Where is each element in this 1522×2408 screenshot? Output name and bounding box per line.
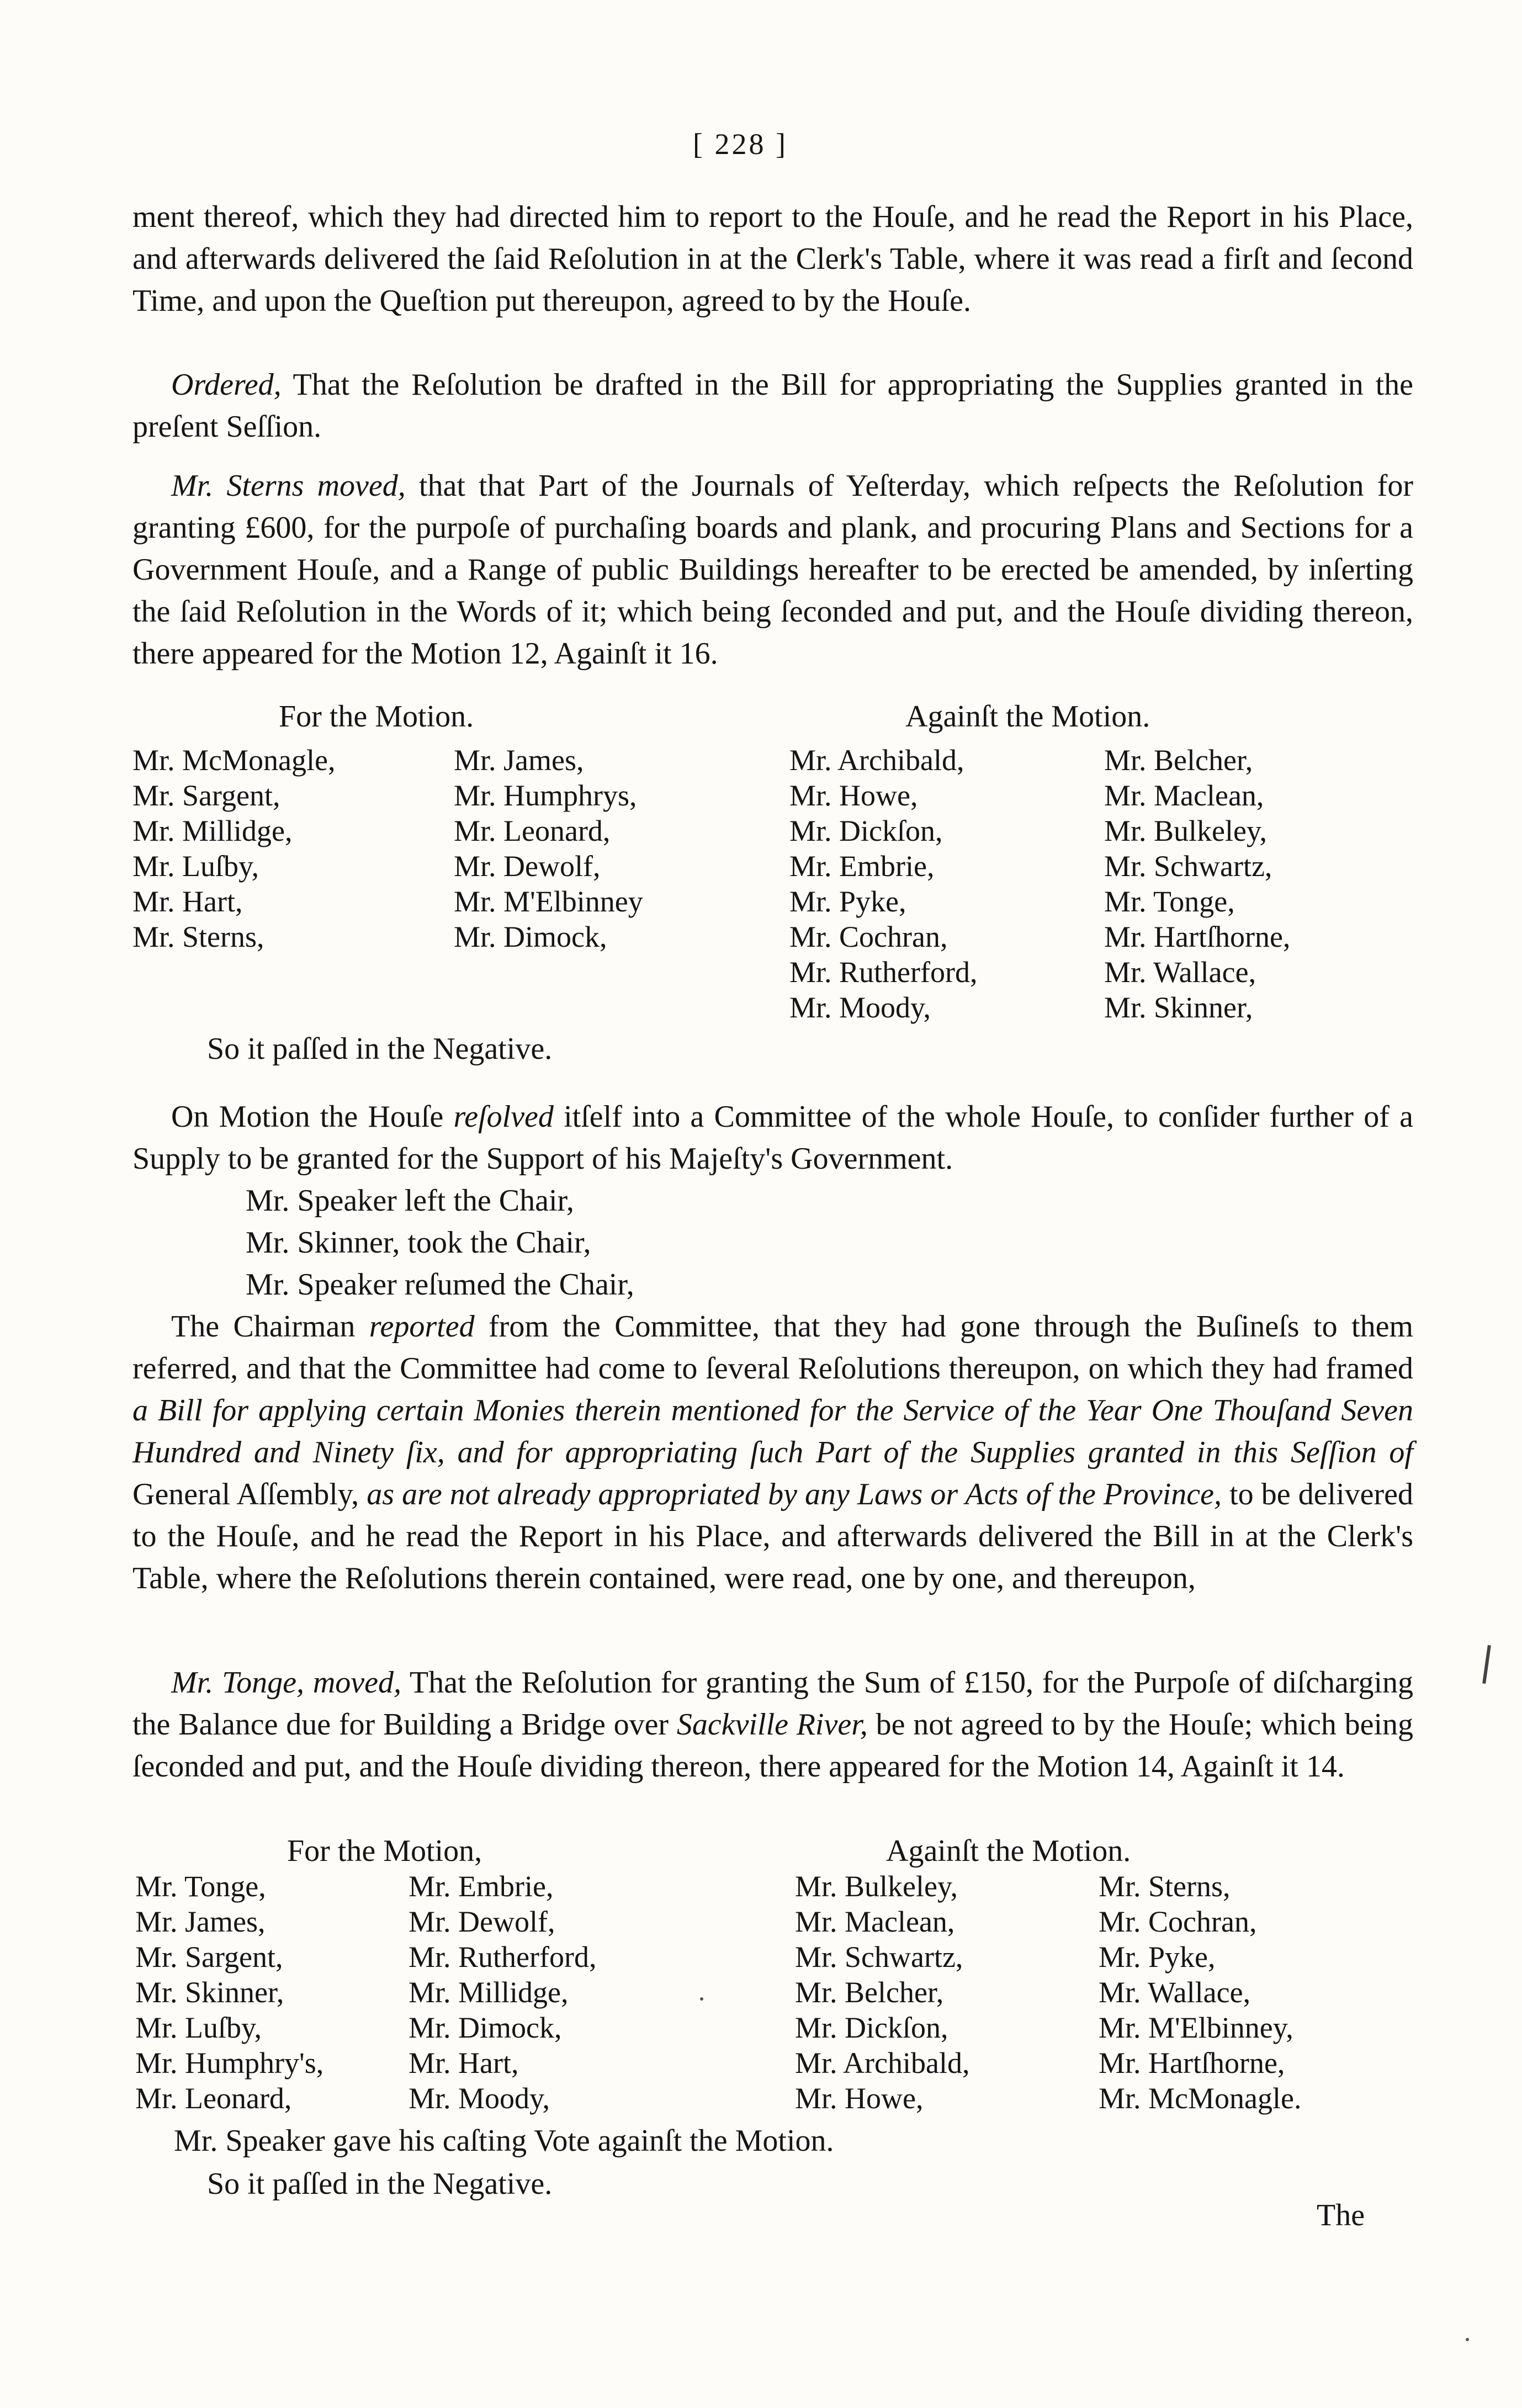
division2-for-heading: For the Motion, [287, 1834, 482, 1868]
member-name: Mr. Howe, [795, 2082, 924, 2115]
member-name: Mr. Sterns, [132, 920, 264, 953]
member-name: Mr. Hartſhorne, [1104, 920, 1291, 953]
skinner-chair-line: Mr. Skinner, took the Chair, [246, 1226, 591, 1260]
member-name: Mr. Leonard, [135, 2082, 292, 2115]
member-name: Mr. Maclean, [1104, 779, 1264, 812]
member-name: Mr. Hartſhorne, [1099, 2046, 1285, 2080]
sterns-motion-text: that that Part of the Journals of Yeſterday, which reſpects the Reſolution for granting £600, for the purpoſe of purchaſing boards and plank, and procuring Plans and Sections for a Government Houſe, and a Range of public Buildings hereafter to be erected be amended, by inſerting the ſaid Reſolution in the Words of it; which being ſeconded and put, and the Houſe dividing thereon, there appeared for the Motion 12, Againſt it 16. [132, 469, 1414, 671]
member-name: Mr. Belcher, [795, 1976, 944, 2009]
member-name: Mr. M'Elbinney, [1099, 2011, 1293, 2044]
catchword: The [1317, 2198, 1365, 2232]
member-name: Mr. Cochran, [789, 920, 948, 953]
member-name: Mr. Wallace, [1099, 1976, 1251, 2009]
paragraph-ordered [132, 364, 1413, 448]
division2-for-column-2 [409, 1869, 596, 2116]
division2-against-column-2 [1099, 1869, 1301, 2116]
bill-title: a Bill for applying certain Monies therein mentioned for the Service of the Year One Thouſand Seven Hundred and Ninety ſix, and for appropriating ſuch Part of the Supplies granted in this Seſſion of [132, 1393, 1413, 1470]
motion-text-c: itſelf into a Committee of the whole Houſe, to conſider further of a Supply to be granted for the Support of his Majeſty's Government. [132, 1100, 1413, 1176]
paragraph-chairman-report [132, 1306, 1413, 1599]
member-name: Mr. Archibald, [789, 744, 964, 777]
report-reported: reported [369, 1309, 475, 1344]
ordered-text: That the Reſolution be drafted in the Bill for appropriating the Supplies granted in the preſent Seſſion. [132, 368, 1414, 444]
member-name: Mr. M'Elbinney [454, 885, 643, 918]
member-name: Mr. Luſby, [132, 850, 259, 883]
paragraph-sterns-motion [132, 465, 1413, 675]
member-name: Mr. Millidge, [132, 814, 293, 847]
member-name: Mr. McMonagle, [132, 744, 336, 777]
tonge-text-b: be not agreed to by the Houſe; which being ſeconded and put, and the Houſe dividing thereon, there appeared for the Motion 14, Againſt it 14. [132, 1707, 1414, 1784]
bill-title-end: as are not already appropriated by any Laws or Acts of the Province, [367, 1477, 1222, 1511]
member-name: Mr. Embrie, [789, 850, 935, 883]
division1-against-heading: Againſt the Motion. [905, 699, 1150, 734]
member-name: Mr. Schwartz, [795, 1940, 963, 1974]
member-name: Mr. Skinner, [1104, 991, 1253, 1024]
member-name: Mr. Howe, [789, 779, 918, 812]
general-assembly: General Aſſembly, [132, 1477, 359, 1511]
report-text-a: The Chairman [171, 1309, 356, 1344]
tonge-text-a: That the Reſolution for granting the Sum of £150, for the Purpoſe of diſcharging the Balance due for Building a Bridge over [132, 1666, 1413, 1742]
ink-speck [1466, 2338, 1469, 2341]
member-name: Mr. McMonagle. [1099, 2082, 1302, 2115]
paragraph-tonge-motion [132, 1662, 1413, 1788]
member-name: Mr. Dickſon, [789, 814, 943, 847]
member-name: Mr. Embrie, [409, 1870, 554, 1903]
member-name: Mr. Humphry's, [135, 2046, 324, 2080]
member-name: Mr. Sargent, [132, 779, 280, 812]
member-name: Mr. Dickſon, [795, 2011, 948, 2044]
member-name: Mr. Wallace, [1104, 956, 1256, 989]
member-name: Mr. Tonge, [135, 1870, 266, 1903]
tonge-mover: Mr. Tonge, moved, [171, 1666, 401, 1700]
member-name: Mr. Dewolf, [409, 1905, 555, 1938]
member-name: Mr. Dimock, [454, 920, 607, 953]
member-name: Mr. Maclean, [795, 1905, 955, 1938]
member-name: Mr. Moody, [789, 991, 931, 1024]
member-name: Mr. Sterns, [1099, 1870, 1231, 1903]
page-number: [ 228 ] [693, 128, 788, 161]
division1-for-heading: For the Motion. [279, 699, 474, 734]
ordered-word: Ordered, [171, 368, 282, 402]
member-name: Mr. Hart, [409, 2046, 519, 2080]
member-name: Mr. Skinner, [135, 1976, 284, 2009]
ink-speck [700, 1997, 703, 2001]
report-text-c: from the Committee, that they had gone through the Buſineſs to them referred, and that the Committee had come to ſeveral Reſolutions thereupon, on which they had framed [132, 1309, 1414, 1386]
member-name: Mr. Leonard, [454, 814, 611, 847]
member-name: Mr. Bulkeley, [795, 1870, 958, 1903]
member-name: Mr. Pyke, [789, 885, 906, 918]
member-name: Mr. Bulkeley, [1104, 814, 1267, 847]
member-name: Mr. Cochran, [1099, 1905, 1257, 1938]
member-name: Mr. James, [454, 744, 584, 777]
paragraph-committee-report: ment thereof, which they had directed him to report to the Houſe, and he read the Report in his Place, and afterwards delivered the ſaid Reſolution in at the Clerk's Table, where it was read a firſt and ſecond Time, and upon the Queſtion put thereupon, agreed to by the Houſe. [132, 200, 1413, 318]
member-name: Mr. Pyke, [1099, 1940, 1216, 1974]
member-name: Mr. Humphrys, [454, 779, 637, 812]
division1-for-column-2 [454, 742, 643, 954]
member-name: Mr. Luſby, [135, 2011, 262, 2044]
member-name: Mr. Millidge, [409, 1976, 569, 2009]
speaker-casting-vote: Mr. Speaker gave his caſting Vote againſt the Motion. [174, 2124, 834, 2158]
member-name: Mr. Rutherford, [409, 1940, 597, 1974]
division1-against-column-1 [789, 742, 977, 1025]
member-name: Mr. Dewolf, [454, 850, 601, 883]
member-name: Mr. Schwartz, [1104, 850, 1272, 883]
motion-text-a: On Motion the Houſe [171, 1100, 444, 1134]
motion-resolved: reſolved [453, 1100, 554, 1134]
member-name: Mr. Tonge, [1104, 885, 1235, 918]
member-name: Mr. Belcher, [1104, 744, 1253, 777]
member-name: Mr. Rutherford, [789, 956, 978, 989]
division2-against-column-1 [795, 1869, 969, 2116]
sackville-river: Sackville River, [676, 1707, 868, 1742]
speaker-resumed-line: Mr. Speaker reſumed the Chair, [246, 1267, 634, 1302]
division1-result: So it paſſed in the Negative. [207, 1032, 553, 1066]
member-name: Mr. Sargent, [135, 1940, 283, 1974]
member-name: Mr. Hart, [132, 885, 243, 918]
margin-ink-mark [1482, 1645, 1491, 1684]
speaker-left-line: Mr. Speaker left the Chair, [246, 1184, 574, 1218]
member-name: Mr. Dimock, [409, 2011, 562, 2044]
member-name: Mr. Archibald, [795, 2046, 970, 2080]
member-name: Mr. Moody, [409, 2082, 550, 2115]
report-text-g: to be delivered to the Houſe, and he read the Report in his Place, and afterwards delivered the Bill in at the Clerk's Table, where the Reſolutions therein contained, were read, one by one, and thereupon, [132, 1477, 1414, 1595]
division2-against-heading: Againſt the Motion. [886, 1834, 1131, 1868]
division1-for-column-1 [132, 742, 335, 954]
division2-result: So it paſſed in the Negative. [207, 2167, 553, 2201]
paragraph-committee-motion [132, 1096, 1413, 1180]
division2-for-column-1 [135, 1869, 324, 2116]
division1-against-column-2 [1104, 742, 1290, 1025]
member-name: Mr. James, [135, 1905, 266, 1938]
sterns-mover: Mr. Sterns moved, [171, 469, 406, 503]
